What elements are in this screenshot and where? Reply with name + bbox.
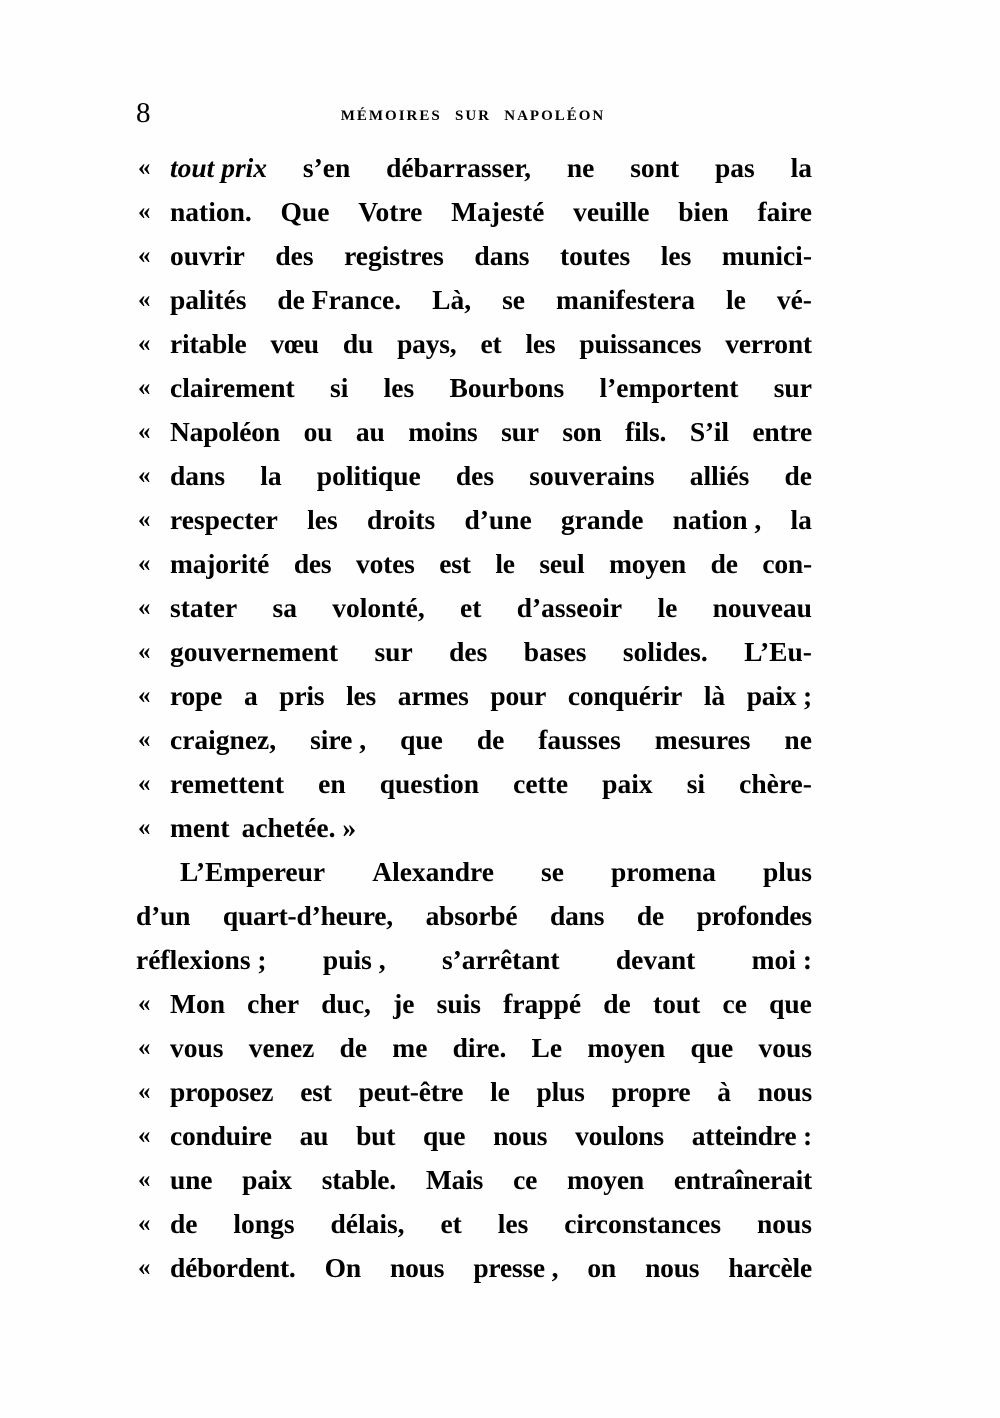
word: nous (756, 1208, 812, 1239)
word: les (307, 504, 338, 535)
word: achetée. » (241, 812, 357, 843)
word: pour (490, 680, 547, 711)
word: les (346, 680, 377, 711)
guillemet-open-icon: « (138, 594, 151, 621)
word: je (393, 988, 415, 1019)
word: dans (550, 900, 605, 931)
word: clairement (170, 372, 295, 403)
justified-line (170, 1070, 812, 1114)
line-text (170, 674, 812, 718)
line-text (170, 190, 812, 234)
guillemet-open-icon: « (138, 1078, 151, 1105)
word: que (423, 1120, 466, 1151)
word: nation. (170, 196, 252, 227)
word: profondes (696, 900, 812, 931)
word: entraînerait (673, 1164, 812, 1195)
word: conduire (170, 1120, 272, 1151)
guillemet-open-icon: « (138, 814, 151, 841)
text-line (136, 1246, 812, 1290)
word: des (293, 548, 332, 579)
guillemet-open-icon: « (138, 198, 151, 225)
line-text (170, 234, 812, 278)
word: réflexions ; (136, 944, 267, 975)
word: Majesté (451, 196, 545, 227)
justified-line (170, 718, 812, 762)
word: du (342, 328, 374, 359)
justified-line (170, 1114, 812, 1158)
guillemet-open-icon: « (138, 286, 151, 313)
word: Que (280, 196, 330, 227)
word: de (339, 1032, 368, 1063)
word: fausses (538, 724, 621, 755)
word: la (790, 504, 812, 535)
word: l’emportent (599, 372, 739, 403)
word: Bourbons (449, 372, 565, 403)
justified-line (170, 1202, 812, 1246)
justified-line (136, 894, 812, 938)
line-text (170, 454, 812, 498)
text-line (136, 894, 812, 938)
word: pris (279, 680, 325, 711)
justified-line (170, 542, 812, 586)
word: remettent (170, 768, 285, 799)
word: est (439, 548, 471, 579)
word: respecter (170, 504, 278, 535)
word: armes (397, 680, 469, 711)
word: cher (247, 988, 300, 1019)
word: au (299, 1120, 329, 1151)
text-line (136, 322, 812, 366)
word: entre (752, 416, 812, 447)
line-text (136, 938, 812, 982)
word: bien (678, 196, 729, 227)
word: paix (242, 1164, 292, 1195)
word: d’un (136, 900, 191, 931)
word: On (324, 1252, 361, 1283)
line-text (170, 146, 812, 190)
guillemet-open-icon: « (138, 462, 151, 489)
guillemet-open-icon: « (138, 242, 151, 269)
text-line (136, 1202, 812, 1246)
word: propre (611, 1076, 691, 1107)
word: Napoléon (170, 416, 280, 447)
word: promena (611, 856, 716, 887)
word: ne (566, 152, 595, 183)
word: délais, (330, 1208, 405, 1239)
justified-line (170, 190, 812, 234)
word: plus (536, 1076, 585, 1107)
word: frappé (503, 988, 582, 1019)
text-line (136, 190, 812, 234)
word: vous (758, 1032, 812, 1063)
word: voulons (575, 1120, 664, 1151)
text-line (136, 850, 812, 894)
word: sa (272, 592, 297, 623)
word: manifestera (556, 284, 695, 315)
word: de (710, 548, 738, 579)
word: ment (170, 812, 230, 843)
guillemet-open-icon: « (138, 154, 151, 181)
word: moyen (609, 548, 687, 579)
word: les (497, 1208, 529, 1239)
guillemet-open-icon: « (138, 374, 151, 401)
line-text (170, 586, 812, 630)
word: la (790, 152, 812, 183)
word: nous (493, 1120, 548, 1151)
word: verront (725, 328, 812, 359)
word: au (355, 416, 385, 447)
word: de (603, 988, 631, 1019)
word: peut-être (358, 1076, 464, 1107)
word: votes (356, 548, 415, 579)
word: plus (763, 856, 812, 887)
word: dans (474, 240, 530, 271)
word: et (440, 1208, 462, 1239)
word: nation , (672, 504, 762, 535)
word: solides. (622, 636, 708, 667)
word: une (170, 1164, 213, 1195)
line-text (170, 542, 812, 586)
text-block (136, 146, 812, 1290)
line-text (170, 1202, 812, 1246)
word: a (243, 680, 258, 711)
line-text (170, 322, 812, 366)
line-text (170, 762, 812, 806)
word: si (686, 768, 706, 799)
line-text (136, 850, 812, 894)
word: que (769, 988, 812, 1019)
guillemet-open-icon: « (138, 330, 151, 357)
line-text (170, 1026, 812, 1070)
word: fils. (625, 416, 667, 447)
guillemet-open-icon: « (138, 770, 151, 797)
word: rope (170, 680, 223, 711)
word: devant (615, 944, 696, 975)
word: harcèle (728, 1252, 812, 1283)
word: souverains (529, 460, 655, 491)
text-line (136, 762, 812, 806)
text-line (136, 630, 812, 674)
justified-line (170, 366, 812, 410)
text-line (136, 1158, 812, 1202)
justified-line (170, 1246, 812, 1290)
word: toutes (559, 240, 631, 271)
text-line (136, 938, 812, 982)
word: alliés (689, 460, 750, 491)
word: vœu (270, 328, 319, 359)
word: on (587, 1252, 616, 1283)
word: ritable (170, 328, 247, 359)
word: duc, (321, 988, 371, 1019)
word: absorbé (425, 900, 518, 931)
justified-line (170, 454, 812, 498)
word: circonstances (564, 1208, 722, 1239)
line-text (170, 498, 812, 542)
word: ce (722, 988, 747, 1019)
word: cette (513, 768, 569, 799)
justified-line (170, 234, 812, 278)
word: débordent. (170, 1252, 296, 1283)
word: débarrasser, (386, 152, 532, 183)
word: moyen (587, 1032, 666, 1063)
guillemet-open-icon: « (138, 682, 151, 709)
guillemet-open-icon: « (138, 726, 151, 753)
word: est (300, 1076, 332, 1107)
word: les (383, 372, 415, 403)
word: L’Empereur (180, 856, 326, 887)
word: stater (170, 592, 238, 623)
justified-line (170, 1158, 812, 1202)
word: question (379, 768, 480, 799)
word: politique (316, 460, 421, 491)
word: pas (715, 152, 755, 183)
text-line (136, 278, 812, 322)
guillemet-open-icon: « (138, 506, 151, 533)
word: des (449, 636, 488, 667)
word: quart-d’heure, (222, 900, 393, 931)
text-line (136, 586, 812, 630)
word: atteindre : (691, 1120, 812, 1151)
word: que (690, 1032, 734, 1063)
word: tout (652, 988, 701, 1019)
word: son (562, 416, 602, 447)
guillemet-open-icon: « (138, 638, 151, 665)
justified-line (170, 630, 812, 674)
text-line (136, 806, 812, 850)
text-line (136, 1070, 812, 1114)
word: proposez (170, 1076, 274, 1107)
line-text (170, 1114, 812, 1158)
word: venez (248, 1032, 315, 1063)
word: me (392, 1032, 428, 1063)
text-line (136, 366, 812, 410)
running-title: mémoires sur napoléon (340, 101, 606, 125)
word: des (455, 460, 495, 491)
word: s’en (302, 152, 351, 183)
word: munici- (721, 240, 812, 271)
word: s’arrêtant (441, 944, 560, 975)
word: faire (757, 196, 812, 227)
word: veuille (573, 196, 650, 227)
word: bases (523, 636, 587, 667)
text-line (136, 1114, 812, 1158)
word: nous (645, 1252, 700, 1283)
word: de (170, 1208, 198, 1239)
justified-line (170, 1026, 812, 1070)
word: moins (408, 416, 478, 447)
justified-line (170, 762, 812, 806)
text-line (136, 674, 812, 718)
word: presse , (473, 1252, 559, 1283)
line-text (170, 410, 812, 454)
word: mesures (654, 724, 751, 755)
word: sire , (310, 724, 367, 755)
word: suis (436, 988, 481, 1019)
line-text (170, 1158, 812, 1202)
word: palités (170, 284, 247, 315)
guillemet-open-icon: « (138, 1122, 151, 1149)
word: Votre (358, 196, 423, 227)
word: en (318, 768, 346, 799)
word: volonté, (332, 592, 425, 623)
justified-line (170, 806, 812, 850)
word: les (660, 240, 692, 271)
word: chère- (739, 768, 812, 799)
word: dire. (452, 1032, 507, 1063)
justified-line (170, 498, 812, 542)
word: ce (513, 1164, 538, 1195)
word: paix (602, 768, 653, 799)
word: sur (374, 636, 413, 667)
word: et (460, 592, 482, 623)
word: gouvernement (170, 636, 339, 667)
word: la (260, 460, 282, 491)
word: seul (539, 548, 585, 579)
word: sont (630, 152, 680, 183)
line-text (170, 1246, 812, 1290)
justified-line (170, 410, 812, 454)
justified-line (170, 278, 812, 322)
word: longs (233, 1208, 295, 1239)
justified-line (170, 146, 812, 190)
word: grande (560, 504, 644, 535)
guillemet-open-icon: « (138, 1166, 151, 1193)
word: con- (762, 548, 812, 579)
word: d’une (464, 504, 532, 535)
word: Le (531, 1032, 563, 1063)
word: d’asseoir (516, 592, 623, 623)
word: tout prix (170, 152, 268, 183)
word: ouvrir (170, 240, 245, 271)
page-number: 8 (136, 97, 151, 129)
word: ne (784, 724, 812, 755)
word: et (480, 328, 502, 359)
word: là (703, 680, 725, 711)
text-line (136, 410, 812, 454)
justified-line (136, 850, 812, 894)
word: si (330, 372, 349, 403)
justified-line (170, 322, 812, 366)
word: à (717, 1076, 731, 1107)
word: nouveau (712, 592, 812, 623)
line-text (170, 366, 812, 410)
word: sur (501, 416, 539, 447)
word: le (657, 592, 678, 623)
word: puissances (579, 328, 702, 359)
line-text (170, 718, 812, 762)
word: moyen (567, 1164, 644, 1195)
text-line (136, 234, 812, 278)
word: de (636, 900, 664, 931)
line-text (170, 630, 812, 674)
line-text (170, 982, 812, 1026)
text-line (136, 454, 812, 498)
word: droits (366, 504, 436, 535)
word: nous (757, 1076, 812, 1107)
guillemet-open-icon: « (138, 1034, 151, 1061)
guillemet-open-icon: « (138, 418, 151, 445)
text-line (136, 1026, 812, 1070)
word: de (476, 724, 505, 755)
line-text (170, 806, 812, 850)
word: les (525, 328, 556, 359)
paragraph-indent-word (136, 850, 325, 894)
word: des (275, 240, 314, 271)
justified-line (170, 586, 812, 630)
line-text (136, 894, 812, 938)
word: que (400, 724, 443, 755)
word: majorité (170, 548, 270, 579)
word: se (502, 284, 525, 315)
word: Mais (425, 1164, 484, 1195)
text-line (136, 718, 812, 762)
guillemet-open-icon: « (138, 550, 151, 577)
guillemet-open-icon: « (138, 1210, 151, 1237)
justified-line (170, 674, 812, 718)
word: but (356, 1120, 396, 1151)
word: de France. (277, 284, 402, 315)
text-line (136, 542, 812, 586)
word: sur (773, 372, 812, 403)
running-head (136, 96, 810, 130)
word: registres (344, 240, 444, 271)
text-line (136, 146, 812, 190)
guillemet-open-icon: « (138, 1254, 151, 1281)
justified-line (136, 938, 812, 982)
justified-line (170, 982, 812, 1026)
text-line (136, 498, 812, 542)
word: moi : (751, 944, 812, 975)
word: le (490, 1076, 510, 1107)
word: dans (170, 460, 226, 491)
word: craignez, (170, 724, 277, 755)
word: Mon (170, 988, 225, 1019)
word: puis , (322, 944, 386, 975)
word: de (784, 460, 812, 491)
word: L’Eu- (744, 636, 812, 667)
text-line (136, 982, 812, 1026)
word: vous (170, 1032, 224, 1063)
guillemet-open-icon: « (138, 990, 151, 1017)
word: pays, (397, 328, 457, 359)
word: le (495, 548, 515, 579)
word: le (725, 284, 746, 315)
line-text (170, 1070, 812, 1114)
word: Là, (432, 284, 472, 315)
word: nous (390, 1252, 445, 1283)
word: Alexandre (372, 856, 494, 887)
word: se (541, 856, 564, 887)
word: vé- (776, 284, 812, 315)
word: S’il (689, 416, 729, 447)
word: stable. (321, 1164, 396, 1195)
word: conquérir (567, 680, 683, 711)
word: ou (303, 416, 333, 447)
line-text (170, 278, 812, 322)
word: paix ; (746, 680, 812, 711)
